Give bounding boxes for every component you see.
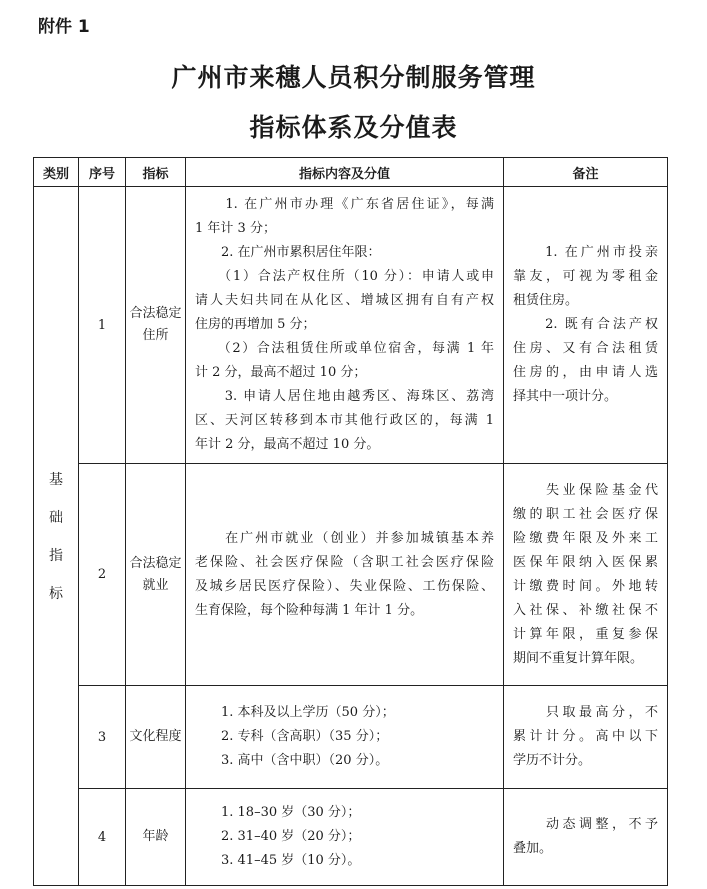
table-row: [34, 789, 668, 886]
content-line: 老保险、社会医疗保险（含职工社会医疗保险: [195, 554, 494, 570]
row-number: 1: [79, 187, 126, 464]
category-cell: [34, 187, 79, 886]
row-number: 2: [79, 464, 126, 686]
indicator-cell: [126, 187, 186, 464]
indicator-line: 住所: [142, 328, 169, 343]
table-header-row: [34, 158, 668, 187]
remark-cell: [504, 789, 668, 886]
remark-line: 期间不重复计算年限。: [513, 650, 644, 666]
content-line: 在广州市就业（创业）并参加城镇基本养: [195, 530, 494, 546]
content-line: 住房的再增加 5 分；: [195, 317, 316, 332]
score-table: [33, 157, 668, 886]
content-cell: [186, 789, 504, 886]
content-line: 3. 申请人居住地由越秀区、海珠区、荔湾: [195, 389, 494, 404]
remark-line: 1. 在广州市投亲: [513, 245, 658, 260]
attachment-label: 附件 1: [38, 17, 90, 37]
remark-line: 计算年限，重复参保: [513, 626, 658, 642]
remark-line: 只取最高分，不: [513, 705, 658, 720]
table-row: [34, 187, 668, 464]
remark-line: 择其中一项计分。: [513, 389, 618, 404]
category-char: 础: [49, 510, 63, 526]
content-cell: [186, 187, 504, 464]
header-remark: 备注: [504, 158, 668, 187]
header-indicator: 指标: [126, 158, 186, 187]
remark-cell: [504, 464, 668, 686]
content-line: 2. 专科（含高职）（35 分）；: [195, 729, 389, 744]
remark-line: 险缴费年限及外来工: [513, 530, 658, 546]
remark-line: 累计计分。高中以下: [513, 729, 658, 744]
indicator-line: 合法稳定: [129, 306, 182, 321]
content-line: 请人夫妇共同在从化区、增城区拥有自有产权: [195, 293, 494, 308]
remark-cell: [504, 686, 668, 789]
content-line: 3. 41–45 岁（10 分）。: [195, 853, 361, 868]
header-content: 指标内容及分值: [186, 158, 504, 187]
indicator-line: 年龄: [142, 829, 169, 844]
table-row: [34, 686, 668, 789]
remark-cell: [504, 187, 668, 464]
remark-line: 入社保、补缴社保不: [513, 602, 658, 618]
content-line: 1. 18–30 岁（30 分）；: [195, 805, 361, 820]
table-row: [34, 464, 668, 686]
header-category: 类别: [34, 158, 79, 187]
indicator-cell: [126, 686, 186, 789]
remark-line: 医保年限纳入医保累: [513, 554, 658, 570]
content-line: 年计 2 分，最高不超过 10 分。: [195, 437, 380, 452]
remark-line: 靠友，可视为零租金: [513, 269, 658, 284]
remark-line: 住房的，由申请人选: [513, 365, 658, 380]
document-title-line-1: 广州市来穗人员积分制服务管理: [171, 63, 536, 92]
content-line: 1 年计 3 分；: [195, 221, 276, 236]
content-line: 及城乡居民医疗保险）、失业保险、工伤保险、: [195, 578, 494, 594]
remark-line: 学历不计分。: [513, 753, 592, 768]
content-line: 2. 在广州市累积居住年限：: [195, 245, 381, 260]
header-no: 序号: [79, 158, 126, 187]
content-line: （2）合法租赁住所或单位宿舍，每满 1 年: [195, 341, 494, 356]
row-number: 4: [79, 789, 126, 886]
content-line: 计 2 分，最高不超过 10 分；: [195, 365, 367, 380]
remark-line: 动态调整，不予: [513, 817, 658, 832]
indicator-line: 合法稳定: [129, 555, 182, 571]
remark-line: 住房、又有合法租赁: [513, 341, 658, 356]
content-line: 1. 在广州市办理《广东省居住证》，每满: [195, 197, 494, 212]
category-char: 标: [49, 586, 63, 602]
content-cell: [186, 464, 504, 686]
remark-line: 缴的职工社会医疗保: [513, 506, 658, 522]
indicator-cell: [126, 464, 186, 686]
remark-line: 叠加。: [513, 841, 553, 856]
content-cell: [186, 686, 504, 789]
category-char: 指: [49, 548, 63, 564]
indicator-cell: [126, 789, 186, 886]
content-line: 区、天河区转移到本市其他行政区的，每满 1: [195, 413, 494, 428]
content-line: （1）合法产权住所（10 分）：申请人或申: [195, 269, 494, 284]
remark-line: 租赁住房。: [513, 293, 579, 308]
indicator-line: 文化程度: [129, 729, 182, 744]
content-line: 3. 高中（含中职）（20 分）。: [195, 753, 389, 768]
remark-line: 失业保险基金代: [513, 482, 658, 498]
document-title-line-2: 指标体系及分值表: [249, 113, 458, 142]
remark-line: 2. 既有合法产权: [513, 317, 658, 332]
indicator-line: 就业: [142, 577, 169, 593]
category-char: 基: [49, 472, 63, 488]
content-line: 1. 本科及以上学历（50 分）；: [195, 705, 395, 720]
content-line: 2. 31–40 岁（20 分）；: [195, 829, 361, 844]
remark-line: 计缴费时间。外地转: [513, 578, 658, 594]
content-line: 生育保险，每个险种每满 1 年计 1 分。: [195, 602, 424, 618]
row-number: 3: [79, 686, 126, 789]
